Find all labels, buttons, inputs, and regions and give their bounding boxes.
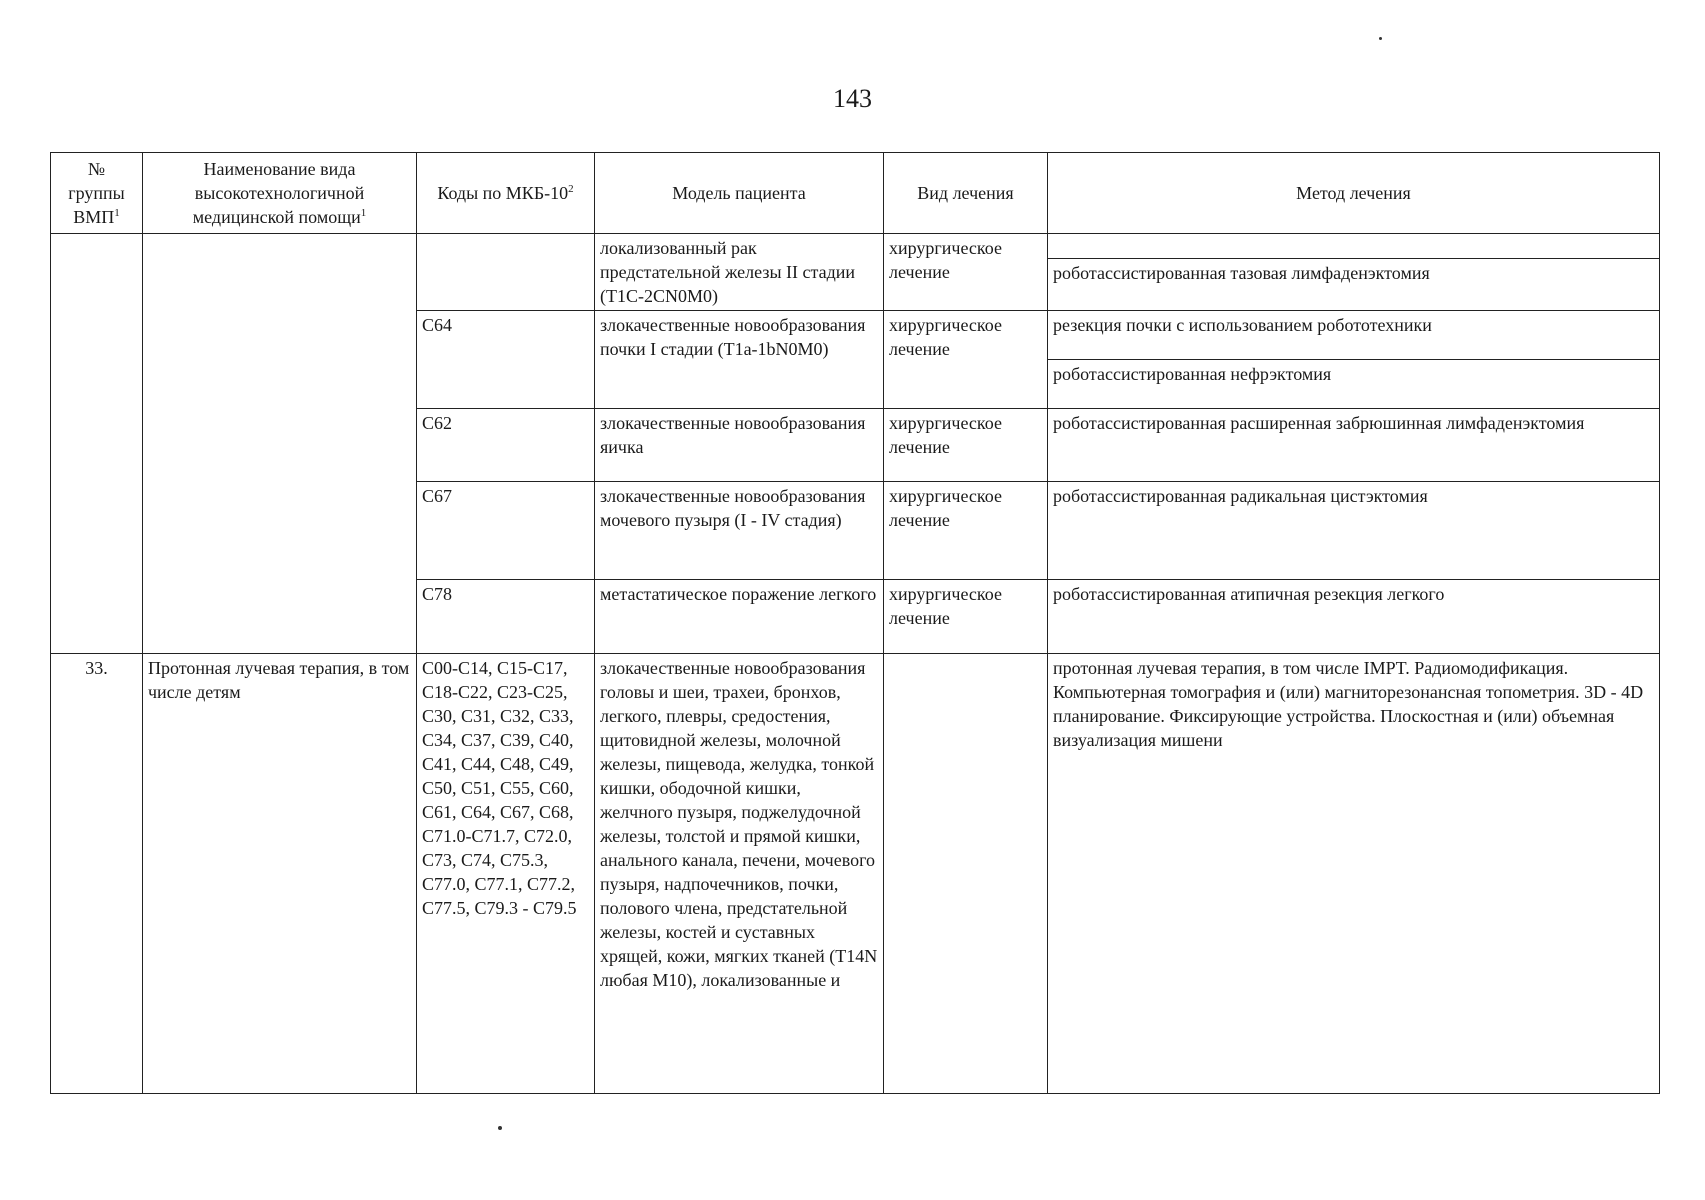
treatment-type-cell: хирургическое лечение [884, 311, 1048, 409]
treatment-type-cell [884, 654, 1048, 1094]
treatment-method-cell [1048, 311, 1660, 409]
treatment-method-item [1048, 234, 1659, 259]
treatment-method-cell [1048, 234, 1660, 311]
icd-codes-cell: C64 [417, 311, 595, 409]
page-number: 143 [833, 84, 872, 113]
treatment-method-item: резекция почки с использованием робототехники [1048, 311, 1659, 360]
header-vmp-name-line: высокотехнологичной [194, 183, 365, 203]
icd-codes-cell [417, 234, 595, 311]
treatment-method-cell: роботассистированная расширенная забрюшинная лимфаденэктомия [1048, 409, 1660, 482]
vmp-name-cell: Протонная лучевая терапия, в том числе детям [143, 654, 417, 1094]
header-group-no-line [56, 205, 137, 229]
patient-model-cell: злокачественные новообразования почки I стадии (T1a-1bN0M0) [595, 311, 884, 409]
header-group-no [51, 153, 143, 234]
header-vmp-name [143, 153, 417, 234]
group-no-cell: 33. [51, 654, 143, 1094]
header-icd-codes-text: Коды по МКБ-10 [437, 183, 569, 203]
scan-speck [1379, 37, 1382, 40]
patient-model-cell: злокачественные новообразования головы и шеи, трахеи, бронхов, легкого, плевры, средостения, щитовидной железы, молочной железы, пищевода, желудка, тонкой кишки, ободочной кишки, желчного пузыря, поджелудочной железы, толстой и прямой кишки, анального канала, печени, мочевого пузыря, надпочечников, почки, полового члена, предстательной железы, костей и суставных хрящей, кожи, мягких тканей (T14N любая M10), локализованные и [595, 654, 884, 1094]
treatment-method-cell: роботассистированная радикальная цистэктомия [1048, 482, 1660, 580]
header-patient-model: Модель пациента [595, 153, 884, 234]
icd-codes-cell: C67 [417, 482, 595, 580]
vmp-table [50, 152, 1660, 1094]
header-icd-codes [417, 153, 595, 234]
header-vmp-name-line: Наименование вида [203, 159, 356, 179]
header-vmp-name-line [148, 205, 411, 229]
group-no-cell [51, 234, 143, 654]
patient-model-cell: злокачественные новообразования мочевого пузыря (I - IV стадия) [595, 482, 884, 580]
treatment-type-cell: хирургическое лечение [884, 409, 1048, 482]
patient-model-cell: локализованный рак предстательной железы II стадии (T1C-2CN0M0) [595, 234, 884, 311]
header-group-no-text: ВМП [73, 207, 115, 227]
header-treatment-type: Вид лечения [884, 153, 1048, 234]
treatment-type-cell: хирургическое лечение [884, 234, 1048, 311]
footnote-mark: 1 [114, 207, 120, 219]
table-row [51, 234, 1660, 311]
treatment-method-cell: протонная лучевая терапия, в том числе IMPT. Радиомодификация. Компьютерная томография и (или) магниторезонансная топометрия. 3D - 4D планирование. Фиксирующие устройства. Плоскостная и (или) объемная визуализация мишени [1048, 654, 1660, 1094]
vmp-name-cell [143, 234, 417, 654]
treatment-method-item: роботассистированная нефрэктомия [1053, 364, 1332, 384]
header-group-no-line: № [87, 159, 106, 179]
icd-codes-cell: C62 [417, 409, 595, 482]
footnote-mark: 2 [568, 183, 574, 195]
treatment-type-cell: хирургическое лечение [884, 482, 1048, 580]
header-group-no-line: группы [68, 183, 125, 203]
treatment-method-cell: роботассистированная атипичная резекция легкого [1048, 580, 1660, 654]
header-vmp-name-text: медицинской помощи [192, 207, 361, 227]
table-header-row [51, 153, 1660, 234]
icd-codes-cell: C78 [417, 580, 595, 654]
table-row-group-33 [51, 654, 1660, 1094]
treatment-method-item: роботассистированная тазовая лимфаденэктомия [1053, 263, 1430, 283]
treatment-type-cell: хирургическое лечение [884, 580, 1048, 654]
icd-codes-cell: C00-C14, C15-C17, C18-C22, C23-C25, C30, C31, C32, C33, C34, C37, C39, C40, C41, C44, C48, C49, C50, C51, C55, C60, C61, C64, C67, C68, C71.0-C71.7, C72.0, C73, C74, C75.3, C77.0, C77.1, C77.2, C77.5, C79.3 - C79.5 [417, 654, 595, 1094]
footnote-mark: 1 [360, 207, 367, 219]
patient-model-cell: метастатическое поражение легкого [595, 580, 884, 654]
header-treatment-method: Метод лечения [1048, 153, 1660, 234]
scan-speck [498, 1126, 502, 1130]
patient-model-cell: злокачественные новообразования яичка [595, 409, 884, 482]
